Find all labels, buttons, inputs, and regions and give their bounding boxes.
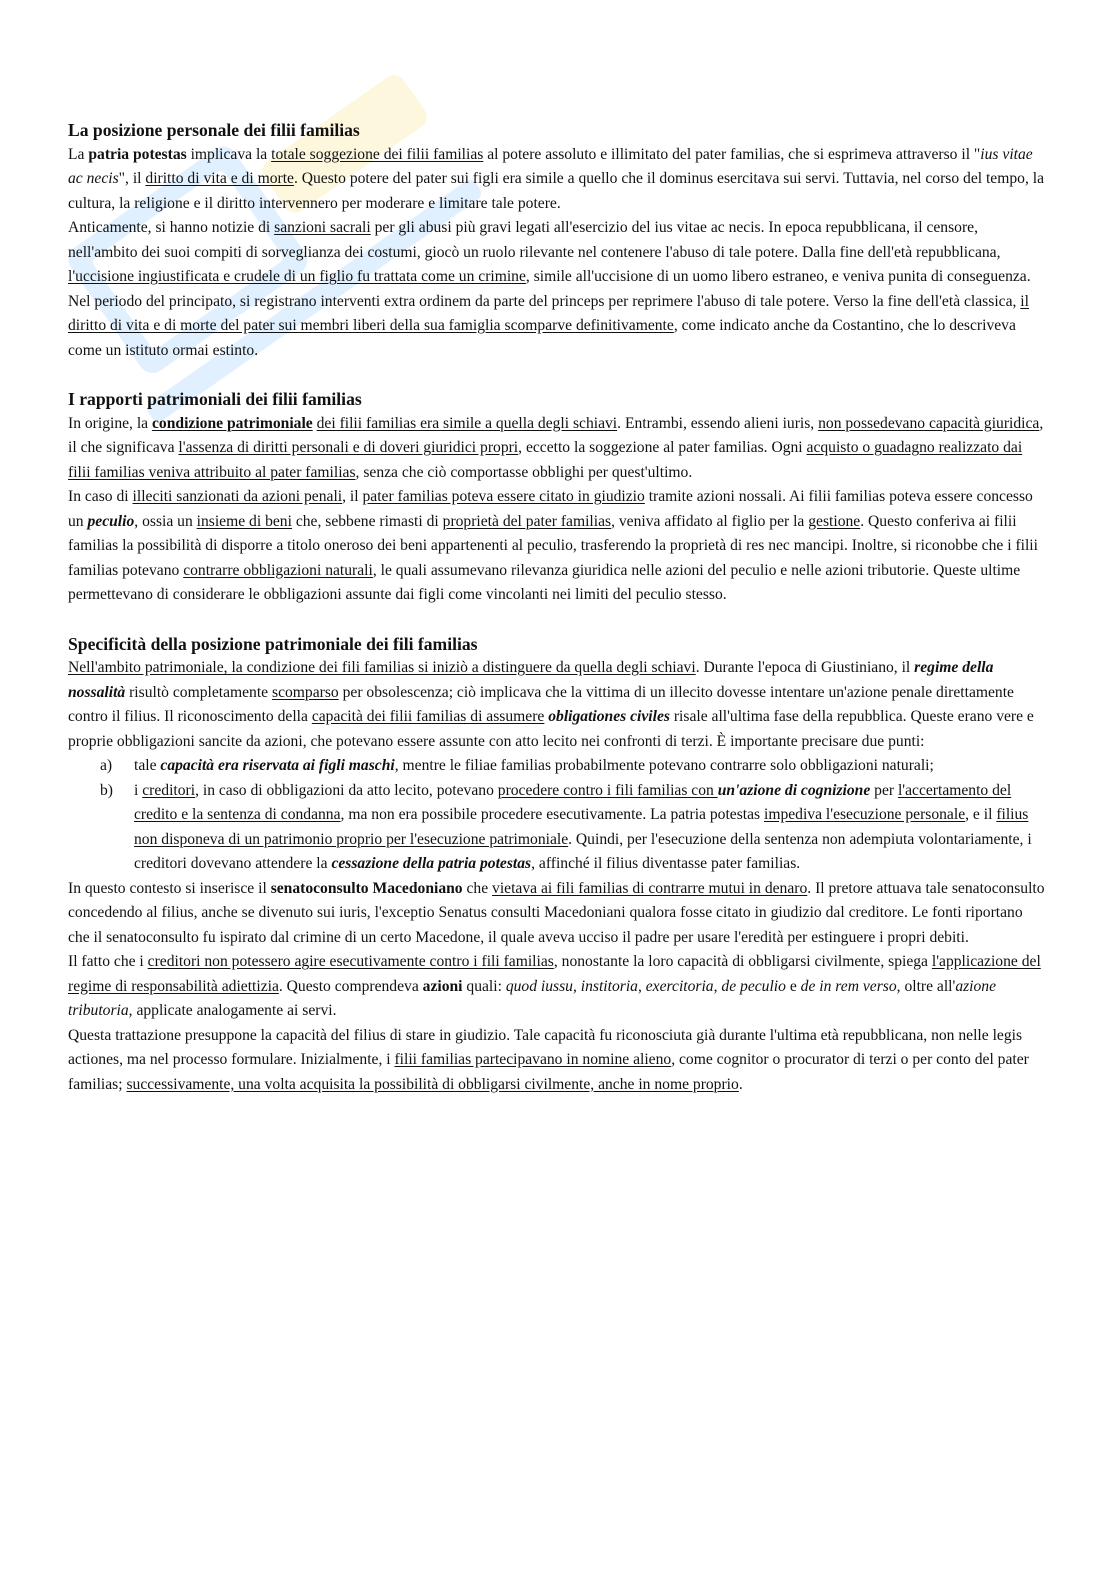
text-run: tramite azioni nossali. Ai filii familias poteva essere concesso un (68, 488, 1033, 530)
section (68, 387, 1048, 608)
paragraph (68, 950, 1048, 1024)
text-run: per (870, 781, 898, 799)
paragraph (68, 216, 1048, 290)
text-run: tale (134, 757, 161, 774)
emphasized-text: il diritto di vita e di morte del pater sui membri liberi della sua famiglia scomparve definitivamente (68, 292, 1029, 334)
emphasized-text: impediva l'esecuzione personale (764, 806, 966, 823)
text-run: Anticamente, si hanno notizie di (68, 219, 275, 236)
text-run: , (713, 977, 722, 995)
emphasized-text: filii familias partecipavano in nomine alieno (394, 1051, 672, 1068)
paragraph (68, 656, 1048, 754)
emphasized-text: scomparso (272, 683, 339, 701)
emphasized-text: regime della nossalità (68, 659, 994, 701)
emphasized-text: gestione (808, 512, 861, 530)
paragraph (68, 1024, 1048, 1098)
emphasized-text: institoria (580, 977, 638, 995)
section-title: I rapporti patrimoniali dei filii familias (68, 389, 362, 409)
text-run: , ossia un (134, 512, 197, 530)
paragraph (68, 143, 1048, 217)
text-run: . Entrambi, essendo alieni iuris, (617, 414, 819, 432)
emphasized-text: l'accertamento del credito e la sentenza di condanna (134, 781, 1012, 823)
emphasized-text: exercitoria (645, 977, 714, 995)
text-run: In questo contesto si inserisce il (68, 879, 271, 897)
text-run: i (134, 781, 143, 799)
text-run: ", il (118, 170, 146, 187)
emphasized-text: un'azione di cognizione (717, 781, 871, 799)
document-page (68, 118, 1048, 1121)
text-run: risale all'ultima fase della repubblica. Queste erano vere e proprie obbligazioni sancite da azioni, che potevano essere assunte con atto lecito nei confronti di terzi. È importante precisare due punti: (68, 708, 1034, 750)
text-run: . Questo conferiva ai filii familias la possibilità di disporre a titolo oneroso dei beni appartenenti al peculio, trasferendo la proprietà di res nec mancipi. Inoltre, si riconobbe che i filii familias potevano (68, 512, 1038, 579)
text-run: implicava la (186, 145, 272, 163)
text-run: , come cognitor o procurator di terzi o per conto del pater familias; (68, 1051, 1029, 1093)
paragraph (68, 877, 1048, 951)
emphasized-text: non possedevano capacità giuridica (818, 414, 1040, 432)
text-run: . Questo potere del pater sui figli era simile a quello che il dominus esercitava sui servi. Tuttavia, nel corso del tempo, la cultura, la religione e il diritto intervennero per moderare e limitare tale potere. (68, 170, 1044, 212)
emphasized-text: illeciti sanzionati da azioni penali (132, 488, 343, 505)
emphasized-text: creditori non potessero agire esecutivamente contro i fili familias (147, 953, 554, 970)
lettered-list (68, 754, 1048, 877)
paragraph (68, 485, 1048, 608)
text-run: , affinché il filius diventasse pater familias. (531, 855, 801, 872)
emphasized-text: azioni (422, 977, 463, 995)
emphasized-text: creditori (142, 781, 196, 799)
emphasized-text: quod iussu (505, 977, 573, 995)
emphasized-text: insieme di beni (196, 512, 292, 530)
text-run: La (68, 145, 89, 163)
emphasized-text: azione tributoria (68, 977, 997, 1019)
text-run: per obsolescenza; ciò implicava che la vittima di un illecito dovesse intentare un'azione penale direttamente contro il filius. Il riconoscimento della (68, 683, 1014, 725)
emphasized-text: cessazione della patria potestas (331, 855, 532, 872)
text-run: , senza che ciò comportasse obblighi per quest'ultimo. (355, 463, 693, 481)
text-run: , il che significava (68, 414, 1044, 456)
text-run: , eccetto la soggezione al pater familias. Ogni (518, 439, 807, 456)
section (68, 118, 1048, 363)
text-run: Questa trattazione presuppone la capacità del filius di stare in giudizio. Tale capacità fu riconosciuta già durante l'ultima età repubblicana, non nelle legis actiones, ma nel processo formulare. Inizialmente, i (68, 1026, 1023, 1068)
emphasized-text: sanzioni sacrali (274, 219, 371, 236)
text-run: , applicate analogamente ai servi. (128, 1002, 337, 1019)
emphasized-text: capacità dei filii familias di assumere (311, 708, 545, 725)
text-run: In origine, la (68, 414, 153, 432)
text-run: , le quali assumevano rilevanza giuridica nelle azioni del peculio e nelle azioni tributorie. Queste ultime permettevano di considerare le obbligazioni assunte dai figli come vincolanti nei limiti del peculio stesso. (68, 561, 1021, 603)
text-run: e (785, 977, 801, 995)
text-run: per gli abusi più gravi legati all'esercizio del ius vitae ac necis. In epoca repubblicana, il censore, nell'ambito dei suoi compiti di sorveglianza dei costumi, giocò un ruolo rilevante nel contenere l'abuso di tale potere. Dalla fine dell'età repubblicana, (68, 219, 1001, 261)
emphasized-text: patria potestas (88, 145, 187, 163)
text-run: , e il (965, 806, 997, 823)
text-run: , il (342, 488, 363, 505)
text-run: , mentre le filiae familias probabilmente potevano contrarre solo obbligazioni naturali; (394, 757, 934, 774)
text-run: Il fatto che i (68, 953, 148, 970)
list-marker: a) (100, 757, 113, 774)
section-title: Specificità della posizione patrimoniale dei fili familias (68, 633, 478, 654)
text-run: , veniva affidato al figlio per la (611, 512, 809, 530)
emphasized-text: obligationes civiles (548, 708, 670, 725)
text-run: , simile all'uccisione di un uomo libero estraneo, e veniva punita di conseguenza. (525, 268, 1031, 285)
text-run: risultò completamente (125, 683, 273, 701)
text-run: . Durante l'epoca di Giustiniano, il (695, 659, 915, 676)
text-run: che (462, 879, 493, 897)
text-run: , (572, 977, 581, 995)
text-run: , in caso di obbligazioni da atto lecito, potevano (195, 781, 498, 799)
text-run: quali: (462, 977, 506, 995)
text-run: In caso di (68, 488, 133, 505)
emphasized-text: proprietà del pater familias (442, 512, 612, 530)
emphasized-text: dei filii familias era simile a quella degli schiavi (316, 414, 618, 432)
text-run: , ma non era possibile procedere esecutivamente. La patria potestas (340, 806, 764, 823)
emphasized-text: l'assenza di diritti personali e di doveri giuridici propri (178, 439, 519, 456)
text-run: . Il pretore attuava tale senatoconsulto concedendo al filius, anche se divenuto sui iuris, l'exceptio Senatus consulti Macedoniani qualora fosse citato in giudizio dal creditore. Le fonti riportano che il senatoconsulto fu ispirato dal crimine di un certo Macedone, il quale aveva ucciso il padre per usare l'eredità per estinguere i propri debiti. (68, 879, 1045, 946)
text-run: che, sebbene rimasti di (291, 512, 443, 530)
paragraph (68, 290, 1048, 364)
text-run: . Quindi, per l'esecuzione della sentenza non adempiuta volontariamente, i creditori dovevano attendere la (134, 830, 1032, 872)
text-run: . (738, 1075, 743, 1093)
list-item (68, 779, 1048, 877)
text-run: , nonostante la loro capacità di obbligarsi civilmente, spiega (553, 953, 932, 970)
text-run: , come indicato anche da Costantino, che lo descriveva come un istituto ormai estinto. (68, 317, 1016, 359)
list-item (68, 754, 1048, 779)
text-run: al potere assoluto e illimitato del pater familias, che si esprimeva attraverso il " (483, 145, 981, 163)
emphasized-text: procedere contro i fili familias con (497, 781, 718, 799)
emphasized-text: pater familias poteva essere citato in giudizio (362, 488, 645, 505)
emphasized-text: diritto di vita e di morte (145, 170, 294, 187)
emphasized-text: peculio (87, 512, 135, 530)
text-run: Nel periodo del principato, si registrano interventi extra ordinem da parte del princeps per reprimere l'abuso di tale potere. Verso la fine dell'età classica, (68, 292, 1021, 310)
emphasized-text: acquisto o guadagno realizzato dai filii familias veniva attribuito al pater familias (68, 439, 1023, 481)
emphasized-text: capacità era riservata ai figli maschi (160, 757, 395, 774)
list-marker: b) (100, 781, 113, 799)
emphasized-text: totale soggezione dei filii familias (271, 145, 484, 163)
section (68, 632, 1048, 1098)
text-run: , oltre all' (896, 977, 956, 995)
emphasized-text: senatoconsulto Macedoniano (270, 879, 463, 897)
text-run: , (637, 977, 646, 995)
emphasized-text: condizione patrimoniale (152, 414, 313, 432)
text-run: . Questo comprendeva (278, 977, 423, 995)
emphasized-text: de in rem verso (800, 977, 897, 995)
emphasized-text: contrarre obbligazioni naturali (183, 561, 373, 579)
emphasized-text: l'uccisione ingiustificata e crudele di un figlio fu trattata come un crimine (68, 268, 526, 285)
emphasized-text: filius non disponeva di un patrimonio proprio per l'esecuzione patrimoniale (134, 806, 1029, 848)
emphasized-text: vietava ai fili familias di contrarre mutui in denaro (492, 879, 808, 897)
emphasized-text: de peculio (721, 977, 786, 995)
emphasized-text: Nell'ambito patrimoniale, la condizione dei fili familias si iniziò a distinguere da quella degli schiavi (68, 659, 696, 676)
section-title: La posizione personale dei filii familias (68, 120, 360, 140)
emphasized-text: ius vitae ac necis (68, 145, 1033, 187)
emphasized-text: successivamente, una volta acquisita la possibilità di obbligarsi civilmente, anche in nome proprio (126, 1075, 739, 1093)
paragraph (68, 412, 1048, 486)
emphasized-text: l'applicazione del regime di responsabilità adiettizia (68, 953, 1041, 995)
